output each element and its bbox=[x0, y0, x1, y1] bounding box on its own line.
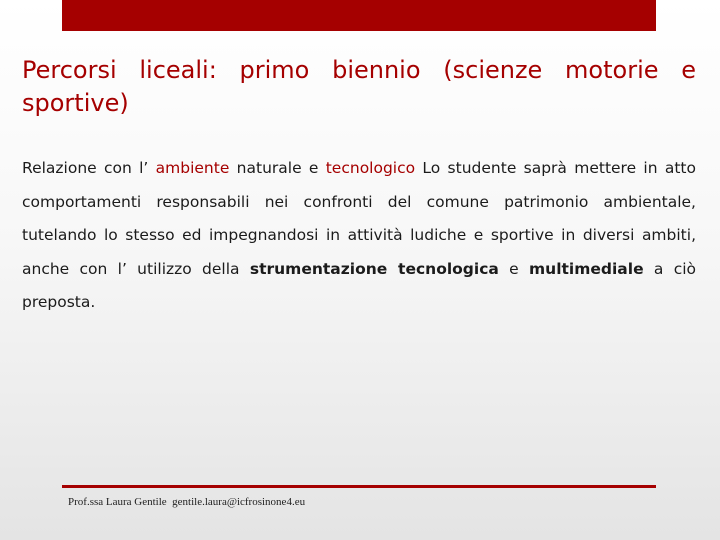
body-text-part1: Relazione con l’ bbox=[22, 159, 156, 177]
body-text-part3: Lo studente saprà mettere in atto comportamenti responsabili nei confronti del comune patrimonio ambientale, tutelando lo stesso ed impegnandosi in attività ludiche e sportive in diversi ambiti, anche con l’ utilizzo della bbox=[22, 159, 696, 278]
footer-author-email: Prof.ssa Laura Gentile gentile.laura@icfrosinone4.eu bbox=[68, 496, 306, 508]
bold-strumentazione-tecnologica: strumentazione tecnologica bbox=[249, 259, 499, 278]
body-text-part2: naturale e bbox=[229, 159, 326, 177]
highlight-ambiente: ambiente bbox=[155, 159, 230, 177]
bold-multimediale: multimediale bbox=[529, 259, 644, 278]
body-text-part5: a ciò preposta. bbox=[22, 259, 697, 311]
body-text-part4: e bbox=[498, 259, 530, 278]
slide-title: Percorsi liceali: primo biennio (scienze motorie e sportive) bbox=[22, 56, 696, 117]
footer-divider bbox=[62, 485, 656, 488]
slide-body-paragraph bbox=[22, 152, 696, 320]
top-accent-bar bbox=[62, 0, 656, 31]
highlight-tecnologico: tecnologico bbox=[325, 159, 416, 177]
